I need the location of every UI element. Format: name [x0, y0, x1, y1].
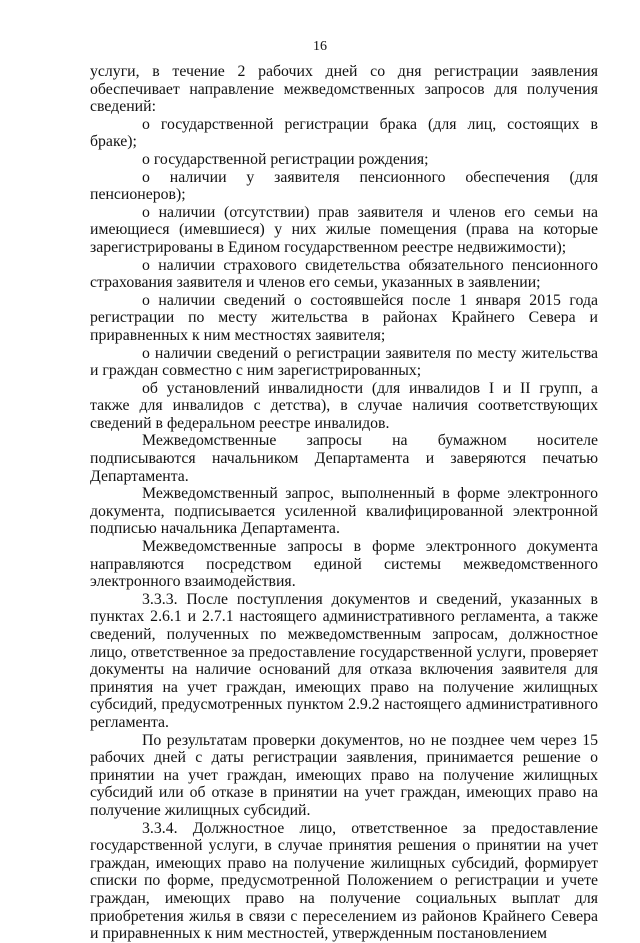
- paragraph: о наличии сведений о регистрации заявителя по месту жительства и граждан совместно с ним зарегистрированных;: [90, 344, 598, 380]
- page-number: 16: [313, 39, 327, 54]
- paragraph: Межведомственный запрос, выполненный в форме электронного документа, подписывается усиленной квалифицированной электронной подписью начальника Департамента.: [90, 485, 598, 538]
- paragraph: По результатам проверки документов, но не позднее чем через 15 рабочих дней с даты регистрации заявления, принимается решение о принятии на учет граждан, имеющих право на получение жилищных субсидий или об отказе в принятии на учет граждан, имеющих право на получение жилищных субсидий.: [90, 731, 598, 819]
- paragraph: о государственной регистрации брака (для лиц, состоящих в браке);: [90, 115, 598, 151]
- paragraph: о государственной регистрации рождения;: [142, 150, 429, 168]
- paragraph: Межведомственные запросы на бумажном носителе подписываются начальником Департамента и заверяются печатью Департамента.: [90, 432, 598, 485]
- paragraph: о наличии у заявителя пенсионного обеспечения (для пенсионеров);: [90, 168, 598, 204]
- paragraph: услуги, в течение 2 рабочих дней со дня регистрации заявления обеспечивает направление межведомственных запросов для получения сведений:: [90, 63, 598, 116]
- paragraph: Межведомственные запросы в форме электронного документа направляются посредством единой системы межведомственного электронного взаимодействия.: [90, 538, 598, 591]
- paragraph: об установлений инвалидности (для инвалидов I и II групп, а также для инвалидов с детства), в случае наличия соответствующих сведений в федеральном реестре инвалидов.: [90, 379, 598, 432]
- paragraph: 3.3.3. После поступления документов и сведений, указанных в пунктах 2.6.1 и 2.7.1 настоящего административного регламента, а также сведений, полученных по межведомственным запросам, должностное лицо, ответственное за предоставление государственной услуги, проверяет документы на наличие оснований для отказа включения заявителя для принятия на учет граждан, имеющих право на получение жилищных субсидий, предусмотренных пунктом 2.9.2 настоящего административного регламента.: [90, 590, 598, 731]
- paragraph: о наличии сведений о состоявшейся после 1 января 2015 года регистрации по месту жительства в районах Крайнего Севера и приравненных к ним местностях заявителя;: [90, 291, 598, 344]
- paragraph: 3.3.4. Должностное лицо, ответственное за предоставление государственной услуги, в случае принятия решения о принятии на учет граждан, имеющих право на получение жилищных субсидий, формирует списки по форме, предусмотренной Положением о регистрации и учете граждан, имеющих право на получение социальных выплат для приобретения жилья в связи с переселением из районов Крайнего Севера и приравненных к ним местностей, утвержденным постановлением: [90, 819, 598, 943]
- paragraph: о наличии (отсутствии) прав заявителя и членов его семьи на имеющиеся (имевшиеся) у них жилые помещения (права на которые зарегистрированы в Едином государственном реестре недвижимости);: [90, 203, 598, 256]
- paragraph: о наличии страхового свидетельства обязательного пенсионного страхования заявителя и членов его семьи, указанных в заявлении;: [90, 256, 598, 292]
- document-body: [90, 63, 598, 943]
